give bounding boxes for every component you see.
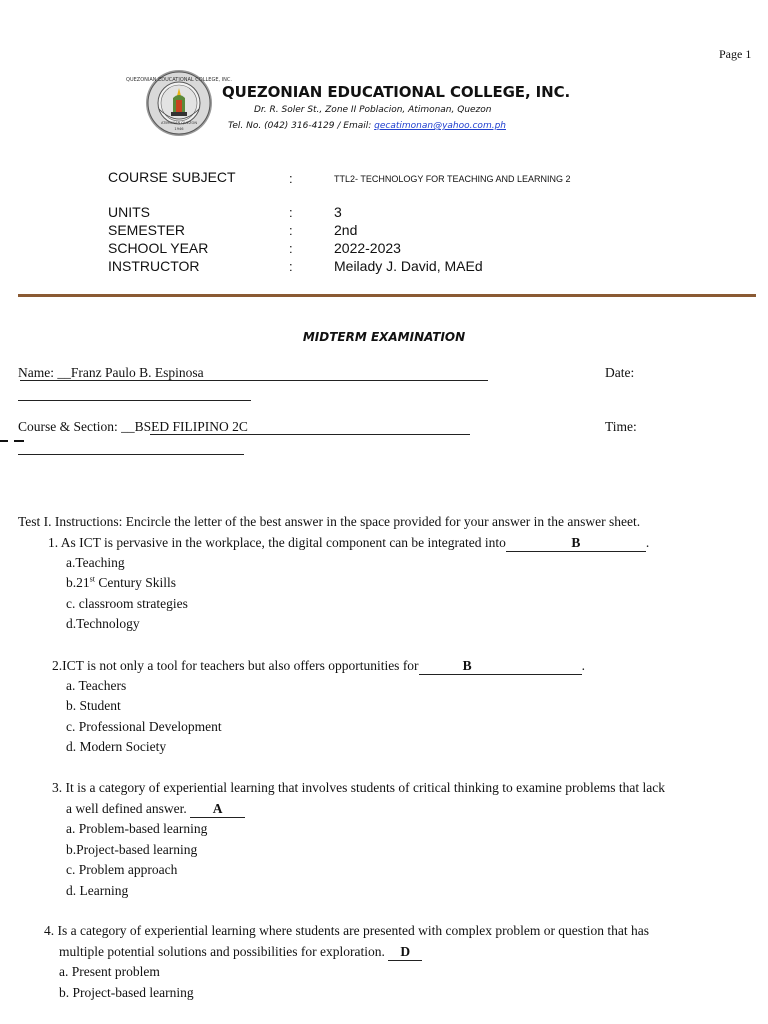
info-label-semester: SEMESTER bbox=[108, 222, 186, 238]
answer-blank[interactable] bbox=[190, 801, 245, 818]
question-4 bbox=[44, 923, 649, 939]
college-name: QUEZONIAN EDUCATIONAL COLLEGE, INC. bbox=[222, 83, 571, 101]
college-seal-icon bbox=[126, 69, 232, 137]
choice-b[interactable]: b.Project-based learning bbox=[66, 842, 198, 857]
course-section-underline bbox=[150, 434, 470, 435]
choice-c[interactable]: c. Professional Development bbox=[66, 719, 222, 734]
question-text-line2: multiple potential solutions and possibilities for exploration. bbox=[59, 944, 385, 959]
question-3-line2 bbox=[66, 801, 245, 818]
choice-a[interactable]: a.Teaching bbox=[66, 555, 125, 570]
name-underline bbox=[20, 380, 488, 381]
name-label: Name: __ bbox=[18, 365, 71, 380]
choice-b[interactable]: b. Student bbox=[66, 698, 121, 713]
question-3 bbox=[52, 780, 665, 796]
choice-b-sup: st bbox=[89, 574, 95, 584]
answer-blank[interactable] bbox=[419, 658, 582, 675]
answer-blank[interactable] bbox=[506, 535, 646, 552]
info-label-school-year: SCHOOL YEAR bbox=[108, 240, 209, 256]
question-number: 1. bbox=[48, 535, 59, 550]
time-underline[interactable] bbox=[18, 454, 244, 455]
question-text-line2: a well defined answer. bbox=[66, 801, 187, 816]
info-colon: : bbox=[289, 171, 293, 186]
name-field[interactable] bbox=[18, 365, 204, 381]
info-colon: : bbox=[289, 223, 293, 238]
course-section-value: BSED FILIPINO 2C bbox=[134, 419, 248, 434]
answer-blank[interactable] bbox=[388, 944, 422, 961]
info-label-units: UNITS bbox=[108, 204, 150, 220]
name-value: Franz Paulo B. Espinosa bbox=[70, 365, 204, 380]
margin-mark bbox=[0, 440, 8, 442]
choice-b[interactable] bbox=[66, 575, 176, 591]
question-4-line2 bbox=[59, 944, 422, 961]
info-value-semester: 2nd bbox=[334, 222, 358, 238]
question-number: 3. bbox=[52, 780, 63, 795]
choice-d[interactable]: d.Technology bbox=[66, 616, 140, 631]
info-colon: : bbox=[289, 241, 293, 256]
info-value-school-year: 2022-2023 bbox=[334, 240, 401, 256]
course-section-field[interactable] bbox=[18, 419, 248, 435]
question-text: ICT is not only a tool for teachers but also offers opportunities for bbox=[62, 658, 419, 673]
question-text: As ICT is pervasive in the workplace, the digital component can be integrated into bbox=[60, 535, 506, 550]
test-instructions: Test I. Instructions: Encircle the letter of the best answer in the space provided for your answer in the answer sheet. bbox=[18, 514, 641, 529]
info-label-course-subject: COURSE SUBJECT bbox=[108, 169, 236, 185]
answer-value: A bbox=[212, 801, 223, 816]
choice-a[interactable]: a. Teachers bbox=[66, 678, 127, 693]
info-value-units: 3 bbox=[334, 204, 342, 220]
college-email-link[interactable]: qecatimonan@yahoo.com.ph bbox=[374, 121, 506, 131]
question-text: It is a category of experiential learning that involves students of critical thinking to examine problems that lack bbox=[65, 780, 665, 795]
exam-title: MIDTERM EXAMINATION bbox=[302, 330, 466, 344]
choice-b[interactable]: b. Project-based learning bbox=[59, 985, 194, 1000]
question-2: 2.ICT is not only a tool for teachers but also offers opportunities for B . bbox=[52, 658, 585, 673]
college-address: Dr. R. Soler St., Zone II Poblacion, Atimonan, Quezon bbox=[254, 105, 492, 115]
choice-a[interactable]: a. Present problem bbox=[59, 964, 160, 979]
seal-text-bottom: ATIMONAN QUEZON bbox=[160, 121, 198, 125]
answer-value: B bbox=[462, 658, 472, 673]
choice-d[interactable]: d. Modern Society bbox=[66, 739, 167, 754]
margin-mark bbox=[14, 440, 24, 442]
choice-b-rest: Century Skills bbox=[94, 575, 176, 590]
question-number: 4. bbox=[44, 923, 55, 938]
seal-text-top: QUEZONIAN EDUCATIONAL COLLEGE, INC. bbox=[126, 77, 232, 83]
info-value-instructor: Meilady J. David, MAEd bbox=[334, 258, 483, 274]
choice-d[interactable]: d. Learning bbox=[66, 883, 129, 898]
time-label: Time: bbox=[605, 419, 637, 434]
choice-a[interactable]: a. Problem-based learning bbox=[66, 821, 208, 836]
page-number: Page 1 bbox=[719, 47, 752, 61]
info-colon: : bbox=[289, 205, 293, 220]
answer-value: B bbox=[571, 535, 581, 550]
info-value-course-subject: TTL2- TECHNOLOGY FOR TEACHING AND LEARNING 2 bbox=[334, 174, 571, 184]
question-number: 2. bbox=[52, 658, 63, 673]
choice-c[interactable]: c. classroom strategies bbox=[66, 596, 188, 611]
answer-value: D bbox=[400, 944, 411, 959]
info-label-instructor: INSTRUCTOR bbox=[108, 258, 200, 274]
course-section-label: Course & Section: __ bbox=[18, 419, 135, 434]
seal-year: 1946 bbox=[174, 127, 184, 131]
college-contact bbox=[228, 121, 506, 131]
date-underline[interactable] bbox=[18, 400, 251, 401]
header-divider bbox=[18, 294, 756, 297]
choice-c[interactable]: c. Problem approach bbox=[66, 862, 178, 877]
question-1: 1. As ICT is pervasive in the workplace, the digital component can be integrated into B . bbox=[48, 535, 650, 550]
question-text: Is a category of experiential learning where students are presented with complex problem or question that has bbox=[57, 923, 650, 938]
college-tel: Tel. No. (042) 316-4129 / Email: bbox=[228, 121, 375, 131]
choice-b-text: b.21 bbox=[66, 575, 90, 590]
date-label: Date: bbox=[605, 365, 635, 380]
info-colon: : bbox=[289, 259, 293, 274]
